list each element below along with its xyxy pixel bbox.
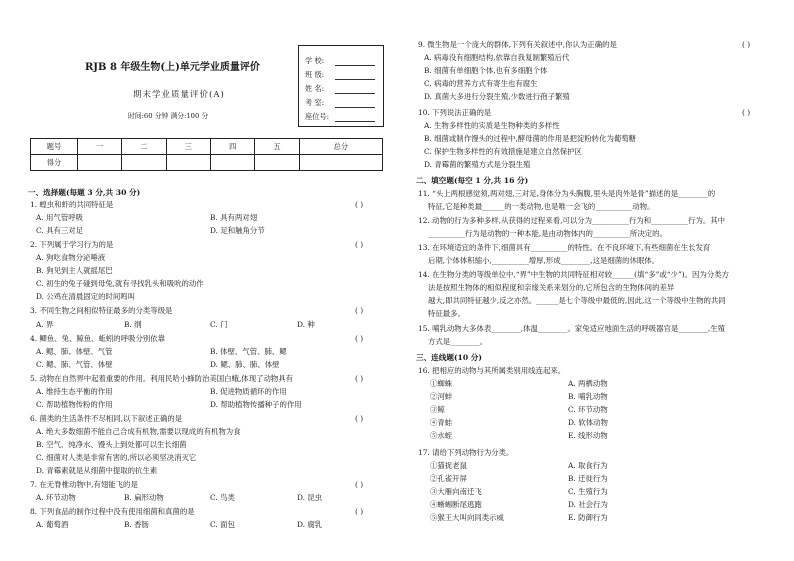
info-name-label: 姓 名:	[305, 84, 325, 93]
q8-option-b[interactable]: B. 香肠	[124, 520, 149, 529]
q15-line2[interactable]: 方式是________。	[428, 337, 488, 346]
score-header-cell: 五	[255, 139, 299, 155]
q14-line3[interactable]: 越大,即共同特征越少,反之亦然。______是七个等级中最低的,因此,这一个等级中生物的共同	[428, 296, 726, 305]
q6-option-a[interactable]: A. 绝大多数细菌不能自己合成有机物,需要以现成的有机物为食	[36, 427, 241, 436]
q17-right-item[interactable]: C. 生殖行为	[568, 487, 608, 496]
q6-option-c[interactable]: C. 细菌对人类是非常有害的,所以必须坚决消灭它	[36, 453, 197, 462]
q11-line1[interactable]: 11. “头上两根感觉须,两对翅,三对足,身体分为头胸腹,里头是肉外是骨”描述的是________的	[418, 189, 716, 198]
q5-option-c[interactable]: C. 帮助植物传粉的作用	[36, 400, 113, 409]
q14-line2[interactable]: 法是按照生物体的相似程度和亲缘关系来划分的,它所包含的生物体间的差异	[428, 283, 675, 292]
q10-option-a[interactable]: A. 生物多样性的实质是生物种类的多样性	[424, 121, 560, 130]
section2-title: 二、填空题(每空 1 分,共 16 分)	[416, 176, 529, 185]
page-title: RJB 8 年级生物(上)单元学业质量评价	[85, 62, 260, 73]
q3-stem: 3. 不同生物之间相似特征最多的分类等级是	[30, 306, 173, 315]
q11-line2[interactable]: 特征,它是种类最______的一类动物,也是唯一会飞的__________动物。	[428, 202, 655, 211]
q9-option-c[interactable]: C. 病毒的营养方式有寄生也有腐生	[424, 79, 538, 88]
q8-stem: 8. 下列食品的制作过程中没有使用细菌和真菌的是	[30, 507, 195, 516]
q17-left-item[interactable]: ④蜥蜴断尾逃跑	[430, 500, 482, 509]
q7-answer-paren[interactable]: ( )	[355, 480, 364, 489]
score-header-cell: 一	[78, 139, 122, 155]
score-header-cell: 三	[166, 139, 210, 155]
q1-option-c[interactable]: C. 具有三对足	[36, 226, 84, 235]
q5-answer-paren[interactable]: ( )	[355, 374, 364, 383]
q8-option-c[interactable]: C. 面包	[210, 520, 235, 529]
q5-option-b[interactable]: B. 促进物质循环的作用	[210, 387, 287, 396]
q16-left-item[interactable]: ⑤水蛭	[430, 431, 453, 440]
q1-option-b[interactable]: B. 具有两对翅	[210, 213, 258, 222]
q7-option-a[interactable]: A. 环节动物	[36, 493, 76, 502]
q16-stem: 16. 把相应的动物与其所属类别用线连起来。	[418, 366, 566, 375]
q16-left-item[interactable]: ③鲸	[430, 405, 445, 414]
q15-line1[interactable]: 15. 哺乳动物大多体表________,体温________。家兔适应地面生活的呼吸器官是________,生殖	[418, 324, 726, 333]
q17-right-item[interactable]: A. 取食行为	[568, 461, 608, 470]
q1-stem: 1. 蝗虫和虾的共同特征是	[30, 200, 114, 209]
q10-option-d[interactable]: D. 青霉菌的繁殖方式是分裂生殖	[424, 160, 531, 169]
q16-right-item[interactable]: D. 软体动物	[568, 418, 608, 427]
q7-option-c[interactable]: C. 鸟类	[210, 493, 235, 502]
q13-line2[interactable]: 后期,个体体积缩小,__________增厚,形成________,这是细菌的休眠体。	[428, 256, 660, 265]
info-seat-field[interactable]	[335, 121, 375, 122]
info-school-field[interactable]	[335, 65, 375, 66]
q7-option-b[interactable]: B. 扁形动物	[124, 493, 164, 502]
info-room-label: 考 室:	[305, 98, 325, 107]
q2-option-a[interactable]: A. 狗吃食物分泌唾液	[36, 253, 106, 262]
q17-right-item[interactable]: B. 迁徙行为	[568, 474, 608, 483]
q8-option-d[interactable]: D. 腐乳	[297, 520, 323, 529]
q2-option-d[interactable]: D. 公鸡在清晨固定的时间鸣叫	[36, 292, 136, 301]
q10-stem: 10. 下列说法正确的是	[418, 108, 492, 117]
info-seat-label: 座位号:	[305, 112, 329, 121]
q16-right-item[interactable]: B. 哺乳动物	[568, 392, 608, 401]
q17-left-item[interactable]: ①猫捉老鼠	[430, 461, 467, 470]
q4-answer-paren[interactable]: ( )	[355, 334, 364, 343]
score-cell[interactable]	[78, 155, 122, 171]
q13-line1[interactable]: 13. 在环境适宜的条件下,细菌具有__________的特性。在不良环境下,有些细菌在生长发育	[418, 243, 711, 252]
q16-right-item[interactable]: A. 两栖动物	[568, 379, 608, 388]
q9-stem: 9. 微生物是一个庞大的群体,下列有关叙述中,你认为正确的是	[418, 40, 617, 49]
q17-left-item[interactable]: ⑤猴王大叫向同类示威	[430, 513, 504, 522]
q9-option-b[interactable]: B. 细菌有单细胞个体,也有多细胞个体	[424, 66, 548, 75]
q3-option-c[interactable]: C. 门	[210, 320, 228, 329]
q1-option-d[interactable]: D. 足和触角分节	[210, 226, 265, 235]
q1-answer-paren[interactable]: ( )	[355, 200, 364, 209]
q7-stem: 7. 在无脊椎动物中,有翅能飞的是	[30, 480, 138, 489]
q4-stem: 4. 鲫鱼、兔、鲸鱼、蚯蚓的呼吸分别依靠	[30, 334, 166, 343]
q16-left-item[interactable]: ④青蛙	[430, 418, 453, 427]
q12-line2[interactable]: __________行为是动物的一种本能,是由动物体内的__________所决定的。	[428, 229, 667, 238]
q6-option-d[interactable]: D. 青霉素就是从细菌中提取的抗生素	[36, 466, 158, 475]
section3-title: 三、连线题(10 分)	[416, 353, 482, 362]
time-info: 时间:60 分钟 满分:100 分	[128, 112, 209, 120]
q4-option-b[interactable]: B. 体壁、气管、肺、鳃	[210, 347, 287, 356]
q10-option-c[interactable]: C. 保护生物多样性的有效措施是建立自然保护区	[424, 147, 582, 156]
score-cell[interactable]	[255, 155, 299, 171]
q1-option-a[interactable]: A. 用气管呼吸	[36, 213, 83, 222]
q17-left-item[interactable]: ③大雁向南迁飞	[430, 487, 482, 496]
q4-option-c[interactable]: C. 鳃、肺、气管、体壁	[36, 360, 113, 369]
q3-option-b[interactable]: B. 纲	[124, 320, 142, 329]
q2-answer-paren[interactable]: ( )	[355, 240, 364, 249]
q10-answer-paren[interactable]: ( )	[742, 108, 751, 117]
page-subtitle: 期末学业质量评价(A)	[133, 90, 225, 100]
q16-right-item[interactable]: E. 线形动物	[568, 431, 608, 440]
q7-option-d[interactable]: D. 昆虫	[297, 493, 323, 502]
q8-option-a[interactable]: A. 葡萄酒	[36, 520, 69, 529]
score-table	[30, 138, 383, 171]
q14-line1[interactable]: 14. 在生物分类的等级单位中,“界”中生物的共同特征相对较______(填“多”或“少”)。因为分类方	[418, 270, 729, 279]
q3-answer-paren[interactable]: ( )	[355, 306, 364, 315]
q2-option-c[interactable]: C. 初生的兔子碰到母兔,就有寻找乳头和吸吮的动作	[36, 279, 204, 288]
q17-left-item[interactable]: ②孔雀开屏	[430, 474, 467, 483]
q5-stem: 5. 动物在自然界中起着重要的作用。利用民哈小蜂防治美国白蛾,体现了动物具有	[30, 374, 294, 383]
q14-line4: 特征最多。	[428, 309, 465, 318]
q5-option-d[interactable]: D. 帮助植物传播种子的作用	[210, 400, 302, 409]
score-cell[interactable]	[122, 155, 166, 171]
info-name-field[interactable]	[335, 93, 375, 94]
q17-right-item[interactable]: E. 防御行为	[568, 513, 608, 522]
info-room-field[interactable]	[335, 107, 375, 108]
q3-option-d[interactable]: D. 种	[297, 320, 315, 329]
q16-left-item[interactable]: ①蜘蛛	[430, 379, 453, 388]
q5-option-a[interactable]: A. 维持生态平衡的作用	[36, 387, 113, 396]
q4-option-d[interactable]: D. 鳃、肺、肺、体壁	[210, 360, 280, 369]
score-header-cell: 总分	[299, 139, 382, 155]
q4-option-a[interactable]: A. 鳃、肺、体壁、气管	[36, 347, 113, 356]
q16-left-item[interactable]: ②河蚌	[430, 392, 453, 401]
q6-stem: 6. 菌类的生活条件不尽相同,以下叙述正确的是	[30, 414, 183, 423]
info-class-label: 班 级:	[305, 70, 325, 79]
q12-line1[interactable]: 12. 动物的行为多种多样,从获得的过程来看,可以分为__________行为和__________行为。其中	[418, 216, 726, 225]
score-cell[interactable]	[299, 155, 382, 171]
q17-stem: 17. 请给下列动物行为分类。	[418, 448, 514, 457]
score-row-label: 得分	[31, 155, 78, 171]
q2-option-b[interactable]: B. 狗见到主人就摇尾巴	[36, 266, 113, 275]
q16-right-item[interactable]: C. 环节动物	[568, 405, 608, 414]
info-class-field[interactable]	[335, 79, 375, 80]
info-school-label: 学 校:	[305, 56, 325, 65]
q9-option-a[interactable]: A. 病毒没有细胞结构,依靠自我复制繁殖后代	[424, 53, 570, 62]
score-cell[interactable]	[211, 155, 255, 171]
q6-option-b[interactable]: B. 空气、纯净水、馒头上到处都可以生长细菌	[36, 440, 187, 449]
q17-right-item[interactable]: D. 社会行为	[568, 500, 608, 509]
score-header-cell: 题号	[31, 139, 78, 155]
q9-option-d[interactable]: D. 真菌大多进行分裂生殖,少数进行孢子繁殖	[424, 92, 570, 101]
q2-stem: 2. 下列属于学习行为的是	[30, 240, 114, 249]
score-header-cell: 四	[211, 139, 255, 155]
student-info-box	[298, 45, 384, 127]
section1-title: 一、选择题(每题 3 分,共 30 分)	[28, 188, 141, 197]
q3-option-a[interactable]: A. 界	[36, 320, 54, 329]
q9-answer-paren[interactable]: ( )	[742, 40, 751, 49]
q6-answer-paren[interactable]: ( )	[355, 414, 364, 423]
q10-option-b[interactable]: B. 细菌或制作馒头的过程中,酵母菌的作用是把淀粉转化为葡萄糖	[424, 134, 637, 143]
q8-answer-paren[interactable]: ( )	[355, 507, 364, 516]
score-cell[interactable]	[166, 155, 210, 171]
score-header-cell: 二	[122, 139, 166, 155]
